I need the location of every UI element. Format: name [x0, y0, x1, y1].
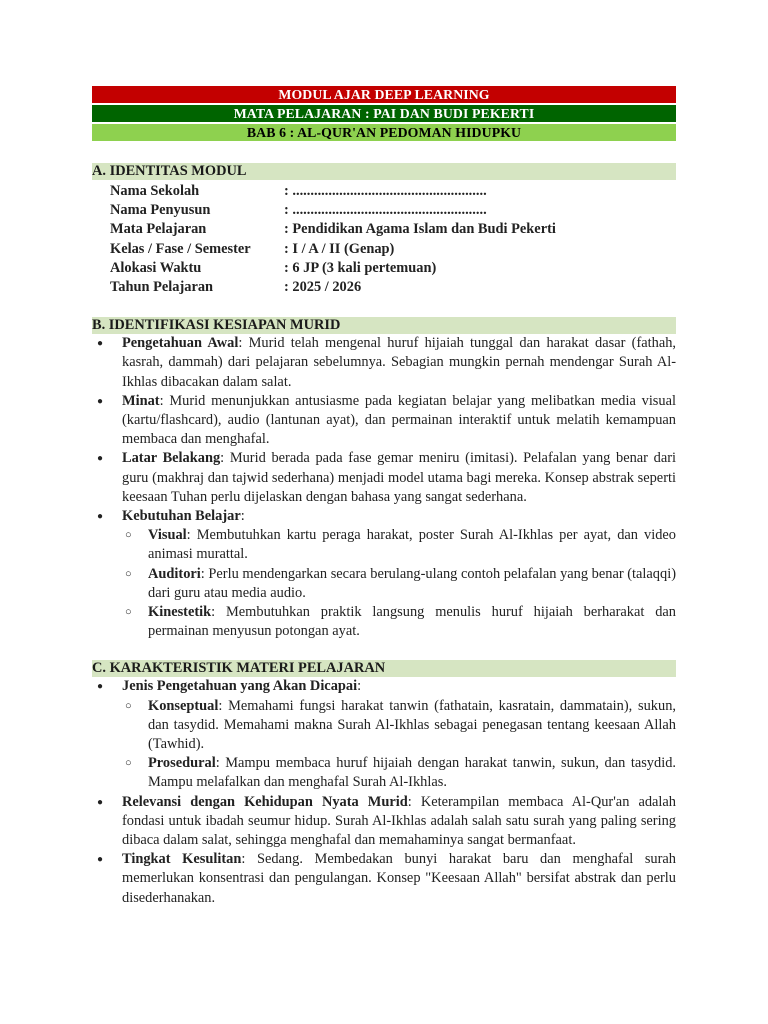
list-item	[92, 677, 676, 792]
sublist-item	[122, 754, 676, 792]
identity-label: Alokasi Waktu	[110, 259, 202, 276]
item-term: Jenis Pengetahuan yang Akan Dicapai	[122, 678, 358, 695]
list-item	[92, 334, 676, 392]
sublist-item	[122, 697, 676, 755]
list-item	[92, 850, 676, 908]
item-text: : Murid berada pada fase gemar meniru (imitasi). Pelafalan yang benar dari guru (makhraj dan tajwid sederhana) menjadi model utama bagi mereka. Konsep abstrak seperti keesaan Tuhan perlu dijelaskan dengan bahasa yang sangat sederhana.	[122, 450, 676, 505]
material-list	[92, 677, 676, 907]
item-term: Relevansi dengan Kehidupan Nyata Murid	[122, 793, 408, 810]
knowledge-type-sublist	[122, 697, 676, 793]
item-term: Minat	[122, 392, 160, 409]
section-a-heading: A. IDENTITAS MODUL	[92, 163, 676, 180]
item-term: Tingkat Kesulitan	[122, 851, 242, 868]
item-term: Auditori	[148, 565, 201, 582]
item-text: : Mampu membaca huruf hijaiah dengan harakat tanwin, sukun, dan tasydid. Mampu melafalkan dan menghafal Surah Al-Ikhlas.	[148, 755, 676, 791]
identity-row-time	[92, 259, 676, 278]
item-text: : Perlu mendengarkan secara berulang-ulang contoh pelafalan yang benar (talaqqi) dari guru atau media audio.	[148, 565, 676, 601]
item-term: Pengetahuan Awal	[122, 335, 239, 352]
section-b-heading: B. IDENTIFIKASI KESIAPAN MURID	[92, 317, 676, 334]
sublist-item	[122, 565, 676, 603]
item-term: Kinestetik	[148, 603, 212, 620]
title-banner: MODUL AJAR DEEP LEARNING	[92, 86, 676, 103]
identity-row-school	[92, 182, 676, 201]
list-item	[92, 507, 676, 641]
item-text: :	[240, 507, 245, 524]
item-text: : Membutuhkan praktik langsung menulis huruf hijaiah berharakat dan permainan menyusun potongan ayat.	[148, 603, 676, 640]
item-text: : Sedang. Membedakan bunyi harakat baru dan menghafal surah memerlukan konsentrasi dan pengulangan. Konsep "Keesaan Allah" bersifat abstrak dan perlu disederhanakan.	[122, 851, 676, 906]
chapter-banner: BAB 6 : AL-QUR'AN PEDOMAN HIDUPKU	[92, 124, 676, 141]
item-text: : Membutuhkan kartu peraga harakat, poster Surah Al-Ikhlas per ayat, dan video animasi murattal.	[148, 527, 676, 563]
identity-value: : Pendidikan Agama Islam dan Budi Pekerti	[284, 221, 556, 238]
identity-value: : ......................................................	[284, 183, 487, 199]
identity-row-author	[92, 201, 676, 220]
item-term: Latar Belakang	[122, 450, 221, 467]
sublist-item	[122, 526, 676, 564]
identity-label: Tahun Pelajaran	[110, 278, 214, 295]
item-text: : Murid menunjukkan antusiasme pada kegiatan belajar yang melibatkan media visual (kartu/flashcard), audio (lantunan ayat), dan permainan interaktif untuk melatih kemampuan membaca dan menghafal.	[122, 392, 676, 448]
subject-banner: MATA PELAJARAN : PAI DAN BUDI PEKERTI	[92, 105, 676, 122]
identity-label: Nama Sekolah	[110, 183, 200, 199]
identity-value: : 6 JP (3 kali pertemuan)	[284, 259, 437, 276]
identity-value: : I / A / II (Genap)	[284, 240, 395, 257]
identity-row-class	[92, 240, 676, 259]
list-item	[92, 392, 676, 450]
identity-value: : 2025 / 2026	[284, 278, 362, 295]
sublist-item	[122, 603, 676, 641]
identity-table	[92, 182, 676, 297]
item-term: Konseptual	[148, 697, 219, 714]
identity-label: Kelas / Fase / Semester	[110, 240, 251, 257]
identity-value: : ......................................................	[284, 202, 487, 219]
item-text: :	[357, 678, 362, 695]
item-text: : Memahami fungsi harakat tanwin (fathatain, kasratain, dammatain), sukun, dan tasydid. Memahami makna Surah Al-Ikhlas sebagai penegasan tentang keesaan Allah (Tawhid).	[148, 697, 676, 752]
item-term: Kebutuhan Belajar	[122, 507, 241, 524]
item-term: Visual	[148, 527, 187, 544]
list-item	[92, 449, 676, 507]
identity-label: Nama Penyusun	[110, 202, 211, 219]
item-text: : Keterampilan membaca Al-Qur'an adalah fondasi untuk ibadah seumur hidup. Surah Al-Ikhlas adalah salah satu surah yang paling sering dibaca dalam salat, sehingga menghafal dan memahaminya sangat bermanfaat.	[122, 793, 677, 848]
identity-label: Mata Pelajaran	[110, 221, 207, 238]
identity-row-subject	[92, 220, 676, 239]
readiness-list	[92, 334, 676, 641]
item-term: Prosedural	[148, 755, 216, 772]
learning-needs-sublist	[122, 526, 676, 641]
document-content	[92, 86, 676, 908]
list-item	[92, 793, 676, 851]
section-c-heading: C. KARAKTERISTIK MATERI PELAJARAN	[92, 660, 676, 677]
item-text: : Murid telah mengenal huruf hijaiah tunggal dan harakat dasar (fathah, kasrah, dammah) dari pelajaran sebelumnya. Sebagian mungkin pernah mendengar Surah Al-Ikhlas dibacakan dalam salat.	[122, 335, 676, 390]
identity-row-year	[92, 278, 676, 297]
